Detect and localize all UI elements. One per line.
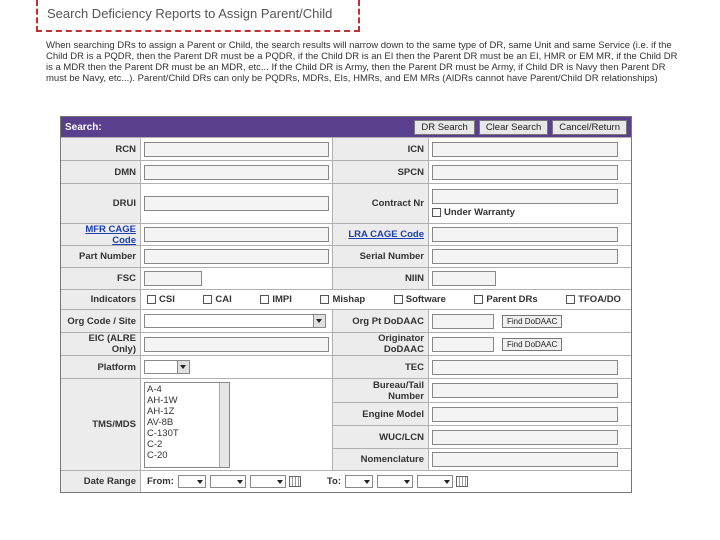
listbox-scrollbar[interactable]	[219, 383, 229, 467]
to-day-select[interactable]	[377, 475, 413, 488]
software-checkbox[interactable]	[394, 295, 403, 304]
indicators-group	[141, 290, 631, 309]
row-cage	[61, 223, 631, 245]
platform-label: Platform	[61, 356, 141, 378]
engine-model-label: Engine Model	[333, 403, 429, 425]
row-drui-contract	[61, 183, 631, 223]
list-item[interactable]: A-4	[147, 383, 162, 395]
search-form	[60, 116, 632, 493]
lra-cage-code-link[interactable]: LRA CAGE Code	[333, 224, 429, 245]
mishap-label: Mishap	[332, 294, 366, 305]
list-item[interactable]: C-20	[147, 449, 168, 461]
to-label: To:	[326, 476, 341, 487]
rcn-label: RCN	[61, 138, 141, 160]
platform-select[interactable]	[144, 360, 190, 374]
org-pt-dodaac-label: Org Pt DoDAAC	[333, 310, 429, 332]
row-org	[61, 309, 631, 332]
calendar-icon[interactable]	[456, 476, 468, 487]
row-part-serial	[61, 245, 631, 267]
from-year-select[interactable]	[250, 475, 286, 488]
chevron-down-icon	[277, 480, 283, 484]
fsc-label: FSC	[61, 268, 141, 289]
list-item[interactable]: C-130T	[147, 427, 179, 439]
date-range-label: Date Range	[61, 471, 141, 492]
niin-input[interactable]	[432, 271, 496, 286]
chevron-down-icon	[197, 480, 203, 484]
csi-label: CSI	[159, 294, 175, 305]
org-pt-dodaac-input[interactable]	[432, 314, 494, 329]
cai-label: CAI	[215, 294, 232, 305]
originator-dodaac-input[interactable]	[432, 337, 494, 352]
list-item[interactable]: AV-8B	[147, 416, 174, 428]
nomenclature-input[interactable]	[432, 452, 618, 467]
row-indicators	[61, 289, 631, 309]
bureau-tail-input[interactable]	[432, 383, 618, 398]
search-header	[61, 117, 631, 137]
rcn-input[interactable]	[144, 142, 329, 157]
tms-mds-listbox[interactable]	[144, 382, 230, 468]
chevron-down-icon	[237, 480, 243, 484]
chevron-down-icon	[316, 319, 322, 323]
engine-model-input[interactable]	[432, 407, 618, 422]
originator-dodaac-label: Originator DoDAAC	[333, 333, 429, 355]
list-item[interactable]: AH-1Z	[147, 405, 175, 417]
tfoa-do-label: TFOA/DO	[578, 294, 621, 305]
nomenclature-label: Nomenclature	[333, 449, 429, 470]
spcn-input[interactable]	[432, 165, 618, 180]
to-month-select[interactable]	[345, 475, 373, 488]
page-title: Search Deficiency Reports to Assign Parent/Child	[47, 6, 333, 21]
date-range-group	[141, 471, 631, 492]
to-year-select[interactable]	[417, 475, 453, 488]
org-code-label: Org Code / Site	[61, 310, 141, 332]
row-dmn-spcn	[61, 160, 631, 183]
page-description: When searching DRs to assign a Parent or Child, the search results will narrow down to the same type of DR, same Unit and same Service (i.e. if the Child DR is a PQDR, then the Parent DR must be a PQDR, if the Child DR is an EI then the Parent DR must be an EI, HMR or EM MR, if the Child DR is a MDR then the Parent DR must be an MDR, etc... If the Child DR is Army, then the Parent DR must be Army, if Child DR is Navy then Parent DR must be Navy, etc...). Parent/Child DRs can only be PQDRs, MDRs, EIs, HMRs, and EM MRs (AIDRs cannot have Parent/Child DR relationships)	[46, 40, 678, 84]
parent-drs-checkbox[interactable]	[474, 295, 483, 304]
icn-input[interactable]	[432, 142, 618, 157]
bureau-tail-label: Bureau/Tail Number	[333, 379, 429, 402]
row-rcn-icn	[61, 137, 631, 160]
search-buttons	[414, 120, 627, 135]
drui-label: DRUI	[61, 184, 141, 223]
cai-checkbox[interactable]	[203, 295, 212, 304]
chevron-down-icon	[404, 480, 410, 484]
chevron-down-icon	[444, 480, 450, 484]
niin-label: NIIN	[333, 268, 429, 289]
eic-input[interactable]	[144, 337, 329, 352]
find-originator-dodaac-button[interactable]: Find DoDAAC	[502, 338, 562, 351]
impi-label: IMPI	[272, 294, 292, 305]
dmn-input[interactable]	[144, 165, 329, 180]
mfr-cage-code-input[interactable]	[144, 227, 329, 242]
part-number-label: Part Number	[61, 246, 141, 267]
fsc-input[interactable]	[144, 271, 202, 286]
indicators-label: Indicators	[61, 290, 141, 309]
dmn-label: DMN	[61, 161, 141, 183]
serial-number-label: Serial Number	[333, 246, 429, 267]
chevron-down-icon	[180, 365, 186, 369]
tms-mds-label: TMS/MDS	[61, 379, 141, 470]
lra-cage-code-input[interactable]	[432, 227, 618, 242]
wuc-lcn-label: WUC/LCN	[333, 426, 429, 448]
search-header-label: Search:	[65, 121, 102, 133]
chevron-down-icon	[364, 480, 370, 484]
row-fsc-niin	[61, 267, 631, 289]
spcn-label: SPCN	[333, 161, 429, 183]
serial-number-input[interactable]	[432, 249, 618, 264]
mishap-checkbox[interactable]	[320, 295, 329, 304]
under-warranty-checkbox[interactable]	[432, 208, 441, 217]
drui-input[interactable]	[144, 196, 329, 211]
row-platform	[61, 355, 631, 378]
eic-label: EIC (ALRE Only)	[61, 333, 141, 355]
dr-search-button[interactable]: DR Search	[414, 120, 474, 135]
org-code-select[interactable]	[144, 314, 326, 328]
calendar-icon[interactable]	[289, 476, 301, 487]
parent-drs-label: Parent DRs	[486, 294, 538, 305]
contract-nr-input[interactable]	[432, 189, 618, 204]
csi-checkbox[interactable]	[147, 295, 156, 304]
icn-label: ICN	[333, 138, 429, 160]
mfr-cage-code-link[interactable]: MFR CAGE Code	[61, 224, 141, 245]
find-dodaac-button[interactable]: Find DoDAAC	[502, 315, 562, 328]
from-month-select[interactable]	[178, 475, 206, 488]
contract-nr-label: Contract Nr	[333, 184, 429, 223]
software-label: Software	[405, 294, 446, 305]
cancel-return-button[interactable]: Cancel/Return	[552, 120, 627, 135]
from-label: From:	[147, 476, 174, 487]
list-item[interactable]: AH-1W	[147, 394, 178, 406]
from-day-select[interactable]	[210, 475, 246, 488]
list-item[interactable]: C-2	[147, 438, 163, 450]
impi-checkbox[interactable]	[260, 295, 269, 304]
tec-label: TEC	[333, 356, 429, 378]
row-tms	[61, 378, 631, 470]
clear-search-button[interactable]: Clear Search	[479, 120, 548, 135]
page-title-box	[36, 0, 360, 32]
row-date-range	[61, 470, 631, 492]
under-warranty-label: Under Warranty	[444, 207, 515, 218]
wuc-lcn-input[interactable]	[432, 430, 618, 445]
part-number-input[interactable]	[144, 249, 329, 264]
tfoa-do-checkbox[interactable]	[566, 295, 575, 304]
tec-input[interactable]	[432, 360, 618, 375]
row-eic	[61, 332, 631, 355]
